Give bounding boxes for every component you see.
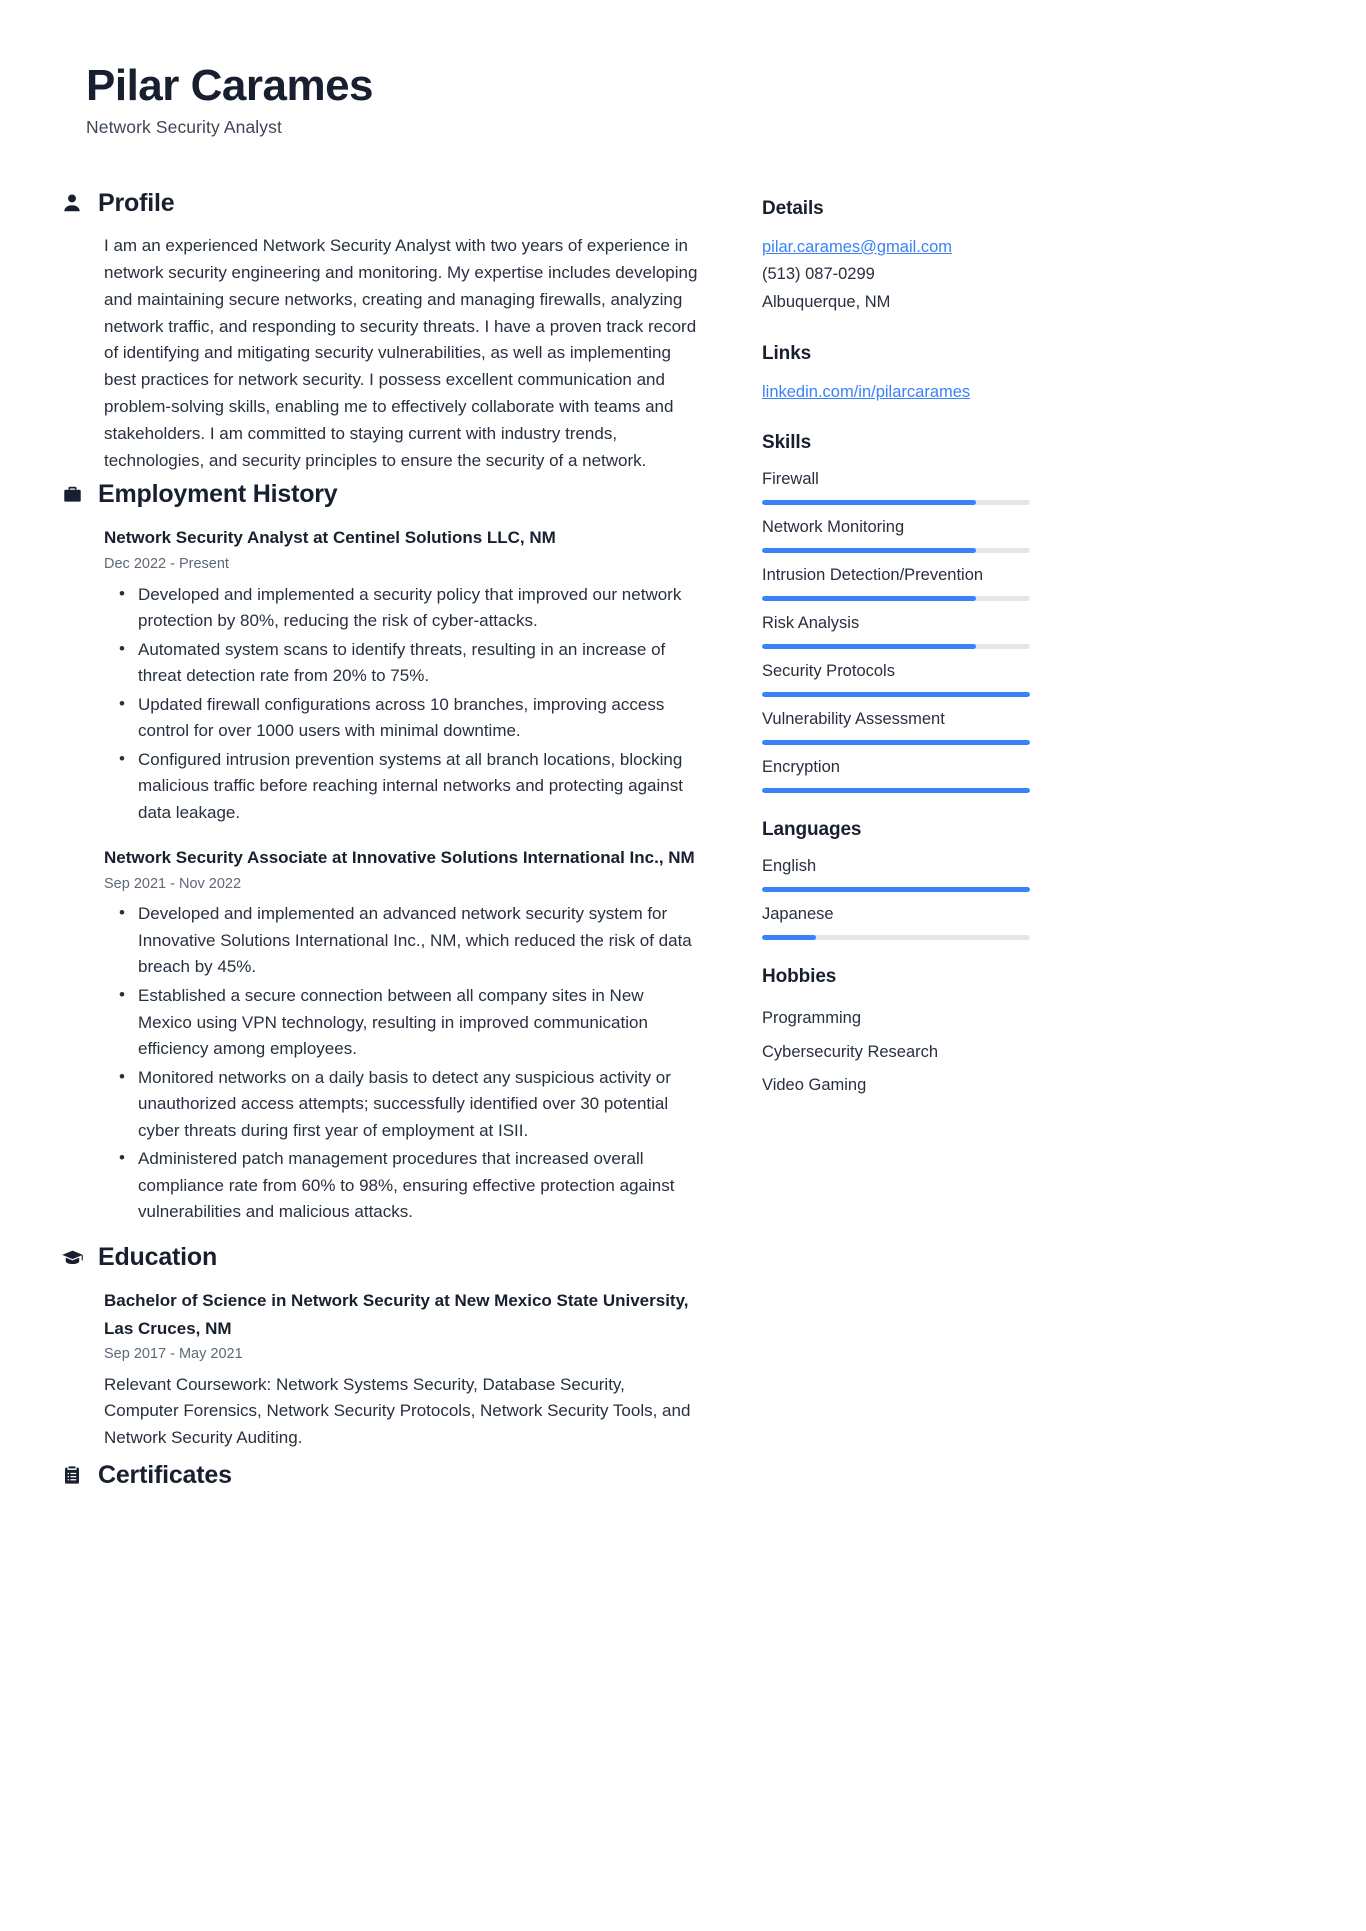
skill-label: Firewall xyxy=(762,470,819,489)
sidebar-skills xyxy=(762,432,1030,792)
list-item: • Developed and implemented a security policy that improved our network protection by 80%, reducing the risk of cyber-attacks. xyxy=(138,582,700,635)
hobby-item: Cybersecurity Research xyxy=(762,1042,939,1061)
list-item: • Automated system scans to identify threats, resulting in an increase of threat detection rate from 20% to 75%. xyxy=(138,637,700,690)
language-bar-fill xyxy=(762,935,816,940)
list-item: • Updated firewall configurations across 10 branches, improving access control for over 1000 users with minimal downtime. xyxy=(138,692,700,745)
skill-bar-fill xyxy=(762,644,976,649)
language-bar-track xyxy=(762,935,1030,940)
skill-label: Encryption xyxy=(762,757,840,776)
list-item: • Administered patch management procedures that increased overall compliance rate from 60% to 98%, ensuring effective protection against vulnerabilities and malicious attacks. xyxy=(138,1146,700,1226)
skill-bar-fill xyxy=(762,596,976,601)
employment-entry-date: Dec 2022 - Present xyxy=(104,555,229,572)
hobbies-title: Hobbies xyxy=(762,965,837,987)
education-heading xyxy=(60,1244,700,1272)
section-certificates xyxy=(60,1462,700,1490)
profile-text: I am an experienced Network Security Analyst with two years of experience in network security engineering and monitoring. My expertise includes developing and maintaining secure networks, creating and managing firewalls, analyzing network traffic, and responding to security threats. I have a proven track record of identifying and mitigating security vulnerabilities, as well as implementing best practices for network security. I possess excellent communication and problem-solving skills, enabling me to effectively collaborate with teams and stakeholders. I am committed to staying current with industry trends, technologies, and security principles to ensure the security of a network. xyxy=(104,236,698,470)
graduation-cap-icon xyxy=(60,1245,84,1269)
language-label: English xyxy=(762,856,817,875)
employment-entry-date: Sep 2021 - Nov 2022 xyxy=(104,875,242,892)
sidebar-languages xyxy=(762,819,1030,940)
linkedin-link[interactable]: linkedin.com/in/pilarcarames xyxy=(762,382,971,401)
employment-entry-title: Network Security Analyst at Centinel Solutions LLC, NM xyxy=(104,528,556,548)
sidebar-hobbies xyxy=(762,966,1030,1103)
skill-item xyxy=(762,564,1030,601)
skill-item xyxy=(762,612,1030,649)
education-entry-date: Sep 2017 - May 2021 xyxy=(104,1346,243,1363)
education-entry-title: Bachelor of Science in Network Security at New Mexico State University, Las Cruces, NM xyxy=(104,1291,689,1338)
main-column xyxy=(60,190,700,1505)
skill-item xyxy=(762,756,1030,793)
profile-heading xyxy=(60,190,700,218)
education-title: Education xyxy=(98,1242,218,1271)
employment-entry xyxy=(104,524,700,826)
location-value: Albuquerque, NM xyxy=(762,292,891,311)
employment-entry-title: Network Security Associate at Innovative Solutions International Inc., NM xyxy=(104,848,695,868)
language-bar-track xyxy=(762,887,1030,892)
skill-item xyxy=(762,516,1030,553)
profile-title: Profile xyxy=(98,188,175,217)
language-item xyxy=(762,903,1030,940)
skill-item xyxy=(762,708,1030,745)
skill-bar-fill xyxy=(762,692,1030,697)
sidebar-details xyxy=(762,198,1030,317)
languages-title: Languages xyxy=(762,818,862,840)
skill-bar-fill xyxy=(762,788,1030,793)
candidate-name: Pilar Carames xyxy=(86,61,374,110)
email-link[interactable]: pilar.carames@gmail.com xyxy=(762,237,953,256)
briefcase-icon xyxy=(60,483,84,507)
language-label: Japanese xyxy=(762,904,834,923)
skill-item xyxy=(762,660,1030,697)
education-entry-description: Relevant Coursework: Network Systems Security, Database Security, Computer Forensics, Network Security Protocols, Network Security Tools, and Network Security Auditing. xyxy=(104,1374,691,1447)
skills-title: Skills xyxy=(762,432,812,454)
skill-bar-track xyxy=(762,788,1030,793)
skill-label: Security Protocols xyxy=(762,662,895,681)
skill-item xyxy=(762,468,1030,505)
skill-bar-track xyxy=(762,596,1030,601)
section-employment xyxy=(60,481,700,1226)
list-item: • Established a secure connection between all company sites in New Mexico using VPN technology, resulting in improved communication efficiency among employees. xyxy=(138,983,700,1063)
employment-entry xyxy=(104,844,700,1225)
employment-title: Employment History xyxy=(98,479,338,508)
candidate-job-title: Network Security Analyst xyxy=(86,116,282,137)
skill-label: Network Monitoring xyxy=(762,518,905,537)
list-item: • Configured intrusion prevention systems at all branch locations, blocking malicious traffic before reaching internal networks and protecting against data leakage. xyxy=(138,747,700,827)
skill-bar-track xyxy=(762,500,1030,505)
skill-label: Risk Analysis xyxy=(762,614,860,633)
employment-entry-bullets xyxy=(104,582,700,827)
hobby-item: Programming xyxy=(762,1008,862,1027)
details-title: Details xyxy=(762,197,824,219)
skill-bar-fill xyxy=(762,740,1030,745)
skill-bar-track xyxy=(762,548,1030,553)
education-entry xyxy=(104,1287,700,1451)
sidebar-links xyxy=(762,343,1030,407)
section-education xyxy=(60,1244,700,1452)
section-profile xyxy=(60,190,700,475)
skill-bar-track xyxy=(762,740,1030,745)
skill-label: Intrusion Detection/Prevention xyxy=(762,566,984,585)
resume-body xyxy=(60,190,1306,1505)
list-item: • Developed and implemented an advanced network security system for Innovative Solutions International Inc., NM, which reduced the risk of data breach by 45%. xyxy=(138,901,700,981)
skill-bar-track xyxy=(762,692,1030,697)
skill-label: Vulnerability Assessment xyxy=(762,710,945,728)
phone-value: (513) 087-0299 xyxy=(762,265,875,284)
language-item xyxy=(762,855,1030,892)
sidebar-column xyxy=(762,190,1030,1130)
employment-heading xyxy=(60,481,700,509)
hobby-item: Video Gaming xyxy=(762,1076,867,1095)
skill-bar-fill xyxy=(762,500,976,505)
links-title: Links xyxy=(762,342,812,364)
resume-header xyxy=(86,62,1306,138)
list-item: • Monitored networks on a daily basis to detect any suspicious activity or unauthorized access attempts; successfully identified over 30 potential cyber threats during first year of employment at ISII. xyxy=(138,1065,700,1145)
user-icon xyxy=(60,191,84,215)
skill-bar-track xyxy=(762,644,1030,649)
skill-bar-fill xyxy=(762,548,976,553)
certificates-heading xyxy=(60,1462,700,1490)
clipboard-list-icon xyxy=(60,1463,84,1487)
language-bar-fill xyxy=(762,887,1030,892)
employment-entry-bullets xyxy=(104,901,700,1225)
certificates-title: Certificates xyxy=(98,1460,232,1489)
